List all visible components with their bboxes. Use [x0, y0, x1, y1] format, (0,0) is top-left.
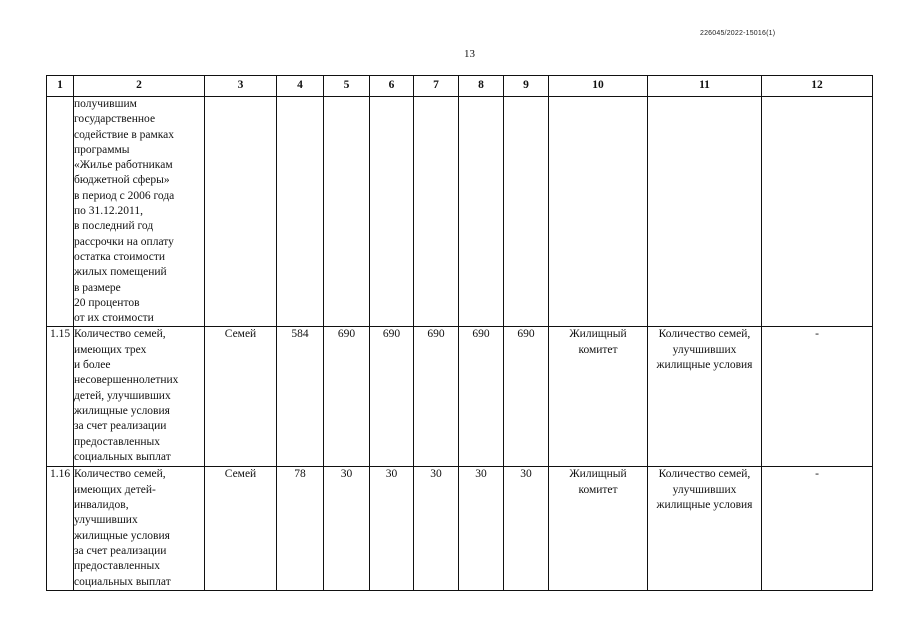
- value-cell: 690: [504, 327, 549, 467]
- row-number: [47, 97, 74, 327]
- unit-cell: [205, 97, 277, 327]
- value-cell: 690: [414, 327, 459, 467]
- header-row: [47, 76, 873, 97]
- unit-cell: Семей: [205, 327, 277, 467]
- column-header: 1: [47, 76, 74, 97]
- value-cell: 30: [459, 467, 504, 590]
- table-row: [47, 327, 873, 467]
- value-cell: 690: [370, 327, 414, 467]
- value-cell: [504, 97, 549, 327]
- column-header: 6: [370, 76, 414, 97]
- note-cell: [762, 97, 873, 327]
- indicator-text: Количество семей, имеющих детей- инвалидов, улучшивших жилищные условия за счет реализации предоставленных социальных выплат: [74, 467, 205, 590]
- value-cell: [277, 97, 324, 327]
- column-header: 4: [277, 76, 324, 97]
- value-cell: 30: [324, 467, 370, 590]
- result-cell: [648, 97, 762, 327]
- row-number: 1.15: [47, 327, 74, 467]
- document-id: 226045/2022-15016(1): [700, 30, 776, 37]
- table-row: [47, 467, 873, 590]
- column-header: 2: [74, 76, 205, 97]
- executor-cell: Жилищный комитет: [549, 467, 648, 590]
- column-header: 10: [549, 76, 648, 97]
- indicator-text: получившим государственное содействие в рамках программы «Жилье работникам бюджетной сферы» в период с 2006 года по 31.12.2011, в последний год рассрочки на оплату остатка стоимости жилых помещений в размере 20 процентов от их стоимости: [74, 97, 205, 327]
- indicators-table: [46, 75, 873, 591]
- value-cell: [414, 97, 459, 327]
- result-cell: Количество семей, улучшивших жилищные условия: [648, 467, 762, 590]
- column-header: 11: [648, 76, 762, 97]
- column-header: 7: [414, 76, 459, 97]
- note-cell: -: [762, 467, 873, 590]
- value-cell: 30: [504, 467, 549, 590]
- page-number: 13: [464, 48, 475, 60]
- result-cell: Количество семей, улучшивших жилищные условия: [648, 327, 762, 467]
- unit-cell: Семей: [205, 467, 277, 590]
- note-cell: -: [762, 327, 873, 467]
- value-cell: 690: [459, 327, 504, 467]
- column-header: 9: [504, 76, 549, 97]
- value-cell: [324, 97, 370, 327]
- executor-cell: Жилищный комитет: [549, 327, 648, 467]
- column-header: 3: [205, 76, 277, 97]
- value-cell: [459, 97, 504, 327]
- row-number: 1.16: [47, 467, 74, 590]
- value-cell: 690: [324, 327, 370, 467]
- executor-cell: [549, 97, 648, 327]
- table-row: [47, 97, 873, 327]
- indicator-text: Количество семей, имеющих трех и более несовершеннолетних детей, улучшивших жилищные условия за счет реализации предоставленных социальных выплат: [74, 327, 205, 467]
- column-header: 5: [324, 76, 370, 97]
- value-cell: 584: [277, 327, 324, 467]
- value-cell: [370, 97, 414, 327]
- value-cell: 30: [370, 467, 414, 590]
- column-header: 8: [459, 76, 504, 97]
- value-cell: 78: [277, 467, 324, 590]
- column-header: 12: [762, 76, 873, 97]
- value-cell: 30: [414, 467, 459, 590]
